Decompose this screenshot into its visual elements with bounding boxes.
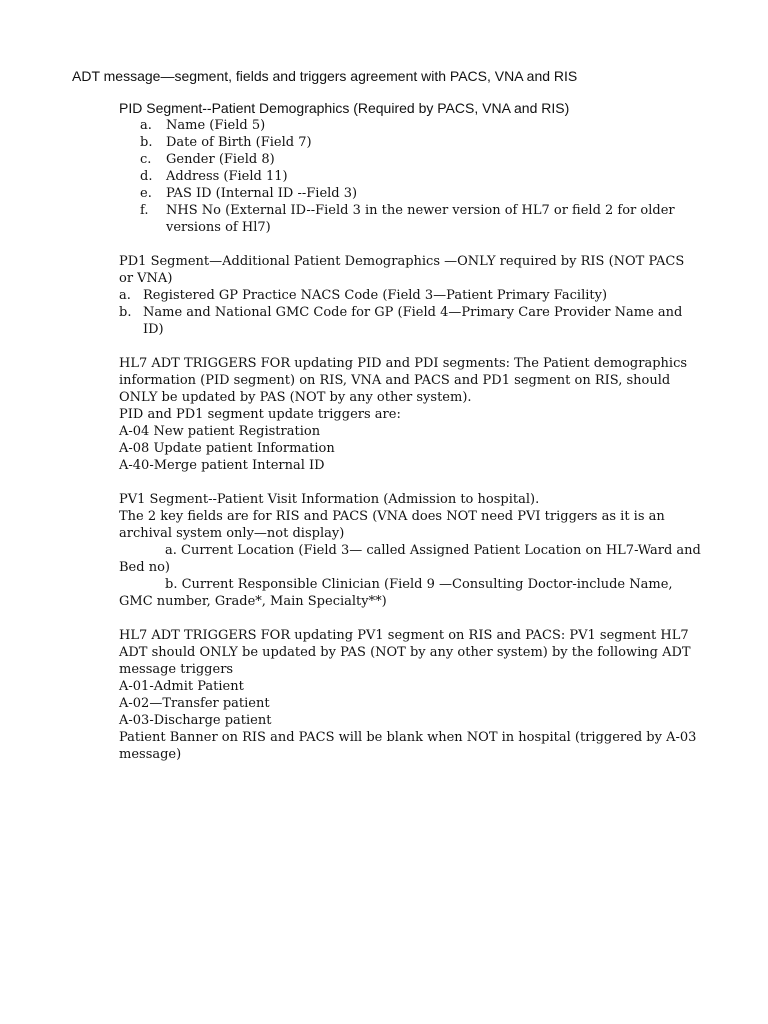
- pid-triggers-section: [119, 355, 701, 474]
- list-marker: f.: [140, 203, 149, 218]
- pv1-key-fields-paragraph: The 2 key fields are for RIS and PACS (VNA does NOT need PVI triggers as it is an archival system only—not display): [119, 509, 665, 541]
- list-marker: c.: [140, 152, 152, 167]
- list-item: [140, 185, 700, 202]
- list-marker: a.: [140, 118, 152, 133]
- document-title: ADT message—segment, fields and triggers agreement with PACS, VNA and RIS: [72, 68, 578, 84]
- pv1-segment-section: [119, 491, 701, 610]
- patient-banner-note: Patient Banner on RIS and PACS will be blank when NOT in hospital (triggered by A-03 message): [119, 730, 697, 762]
- pv1-field-current-location: a. Current Location (Field 3— called Assigned Patient Location on HL7-Ward and Bed no): [119, 543, 701, 575]
- pid-triggers-paragraph: HL7 ADT TRIGGERS FOR updating PID and PDI segments: The Patient demographics information (PID segment) on RIS, VNA and PACS and PD1 segment on RIS, should ONLY be updated by PAS (NOT by any other system).: [119, 356, 688, 405]
- list-item: [140, 117, 700, 134]
- list-item: [140, 168, 700, 185]
- list-marker: b.: [140, 135, 153, 150]
- pid-segment-heading: PID Segment--Patient Demographics (Required by PACS, VNA and RIS): [119, 100, 570, 116]
- list-marker: e.: [140, 186, 152, 201]
- trigger-item: A-40-Merge patient Internal ID: [119, 458, 325, 473]
- list-item: [140, 151, 700, 168]
- list-item-text: Date of Birth (Field 7): [166, 135, 312, 150]
- pv1-triggers-section: [119, 627, 701, 763]
- trigger-item: A-03-Discharge patient: [119, 713, 272, 728]
- list-item-text: Name (Field 5): [166, 118, 266, 133]
- list-marker: a.: [119, 288, 131, 303]
- pv1-triggers-paragraph: HL7 ADT TRIGGERS FOR updating PV1 segment on RIS and PACS: PV1 segment HL7 ADT should ONLY be updated by PAS (NOT by any other system) by the following ADT message triggers: [119, 628, 691, 677]
- pd1-segment-heading: PD1 Segment—Additional Patient Demographics —ONLY required by RIS (NOT PACS or VNA): [119, 254, 685, 286]
- list-item-text: Address (Field 11): [166, 169, 288, 184]
- list-item-text: PAS ID (Internal ID --Field 3): [166, 186, 358, 201]
- trigger-item: A-08 Update patient Information: [119, 441, 335, 456]
- list-item: [119, 304, 701, 338]
- pd1-segment-section: [119, 253, 701, 338]
- list-item-text: Name and National GMC Code for GP (Field 4—Primary Care Provider Name and ID): [143, 305, 683, 337]
- list-marker: b.: [119, 305, 132, 320]
- pv1-field-responsible-clinician: b. Current Responsible Clinician (Field 9 —Consulting Doctor-include Name, GMC number, Grade*, Main Specialty**): [119, 577, 673, 609]
- pd1-field-list: [119, 287, 701, 338]
- trigger-item: A-04 New patient Registration: [119, 424, 321, 439]
- list-marker: d.: [140, 169, 153, 184]
- pid-field-list: [140, 117, 700, 236]
- list-item: [140, 134, 700, 151]
- list-item: [119, 287, 701, 304]
- list-item-text: NHS No (External ID--Field 3 in the newer version of HL7 or field 2 for older versions of Hl7): [166, 203, 675, 235]
- trigger-item: A-02—Transfer patient: [119, 696, 270, 711]
- list-item: [140, 202, 700, 236]
- list-item-text: Registered GP Practice NACS Code (Field 3—Patient Primary Facility): [143, 288, 608, 303]
- pid-triggers-intro: PID and PD1 segment update triggers are:: [119, 407, 401, 422]
- pv1-segment-heading: PV1 Segment--Patient Visit Information (Admission to hospital).: [119, 492, 540, 507]
- trigger-item: A-01-Admit Patient: [119, 679, 244, 694]
- list-item-text: Gender (Field 8): [166, 152, 275, 167]
